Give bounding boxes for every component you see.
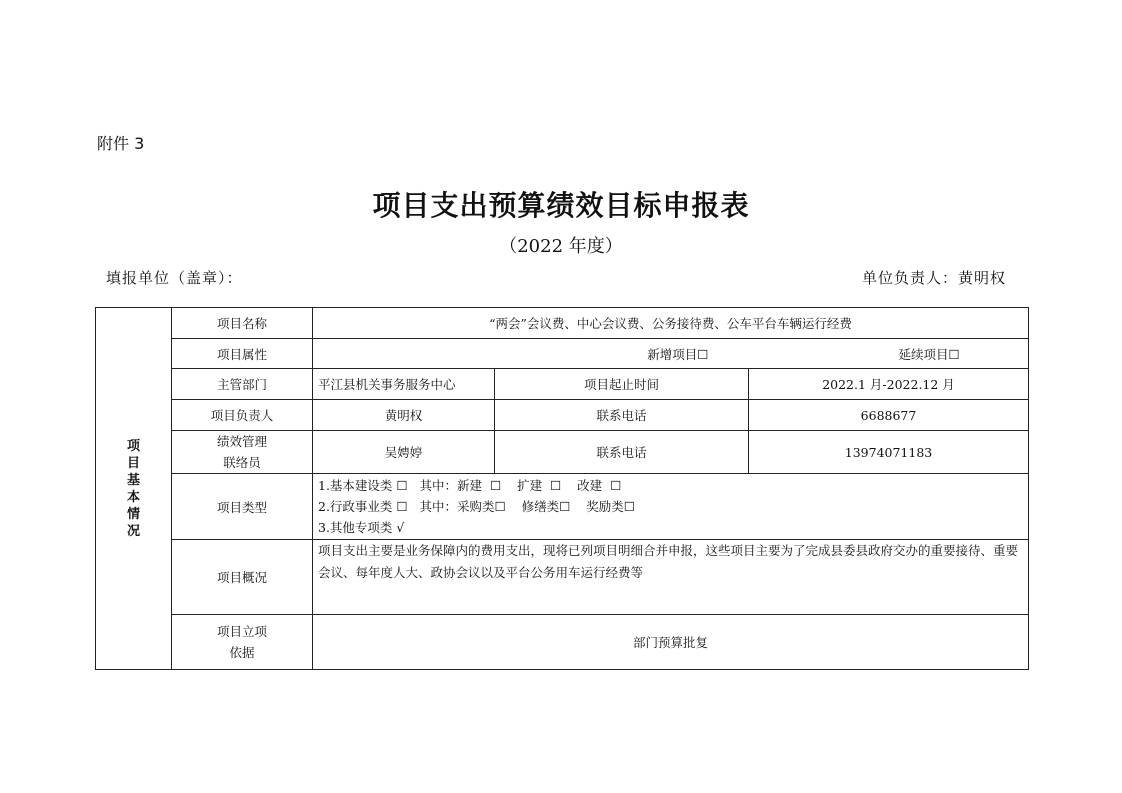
table-row xyxy=(96,615,1029,670)
perf-contact-label-cell xyxy=(172,431,313,474)
perf-phone-value: 13974071183 xyxy=(749,431,1029,474)
table-row xyxy=(96,540,1029,615)
project-attr-label: 项目属性 xyxy=(172,339,313,369)
overview-label: 项目概况 xyxy=(172,540,313,615)
attr-continue-cell xyxy=(749,339,1029,369)
period-label: 项目起止时间 xyxy=(495,369,749,400)
budget-form-table xyxy=(95,307,1029,670)
perf-contact-label-line-1: 绩效管理 xyxy=(216,434,267,449)
basis-label-cell xyxy=(172,615,313,670)
type-options-cell xyxy=(313,474,1029,540)
perf-contact-value: 吴娉婷 xyxy=(313,431,495,474)
dept-label: 主管部门 xyxy=(172,369,313,400)
project-name-label: 项目名称 xyxy=(172,308,313,339)
table-row xyxy=(96,400,1029,431)
phone-label: 联系电话 xyxy=(495,400,749,431)
table-row xyxy=(96,474,1029,540)
basis-value: 部门预算批复 xyxy=(313,615,1029,670)
phone-value: 6688677 xyxy=(749,400,1029,431)
type-option-line-2[interactable]: 2.行政事业类 ☐ 其中：采购类☐ 修缮类☐ 奖励类☐ xyxy=(318,499,635,514)
perf-phone-label: 联系电话 xyxy=(495,431,749,474)
section-label: 项目基本情况 xyxy=(126,438,140,539)
form-year: （2022 年度） xyxy=(499,236,623,257)
form-title: 项目支出预算绩效目标申报表 xyxy=(372,189,750,222)
unit-owner-label: 单位负责人：黄明权 xyxy=(861,269,1006,287)
project-name-value: “两会”会议费、中心会议费、公务接待费、公车平台车辆运行经费 xyxy=(313,308,1029,339)
perf-contact-label-line-2: 联络员 xyxy=(223,455,261,470)
type-option-line-3[interactable]: 3.其他专项类 √ xyxy=(318,520,405,535)
dept-value: 平江县机关事务服务中心 xyxy=(313,369,495,400)
table-row xyxy=(96,339,1029,369)
table-row xyxy=(96,308,1029,339)
owner-value: 黄明权 xyxy=(313,400,495,431)
table-row xyxy=(96,431,1029,474)
fill-unit-label: 填报单位（盖章）： xyxy=(106,269,243,287)
overview-value: 项目支出主要是业务保障内的费用支出，现将已列项目明细合并申报，这些项目主要为了完成县委县政府交办的重要接待、重要会议、每年度人大、政协会议以及平台公务用车运行经费等 xyxy=(313,540,1029,615)
attr-new-checkbox[interactable]: 新增项目☐ xyxy=(647,346,709,362)
table-row xyxy=(96,369,1029,400)
attr-continue-checkbox[interactable]: 延续项目☐ xyxy=(898,346,960,362)
section-label-cell xyxy=(96,308,172,670)
owner-label: 项目负责人 xyxy=(172,400,313,431)
basis-label-line-2: 依据 xyxy=(229,645,255,660)
type-label: 项目类型 xyxy=(172,474,313,540)
type-option-line-1[interactable]: 1.基本建设类 ☐ 其中：新建 ☐ 扩建 ☐ 改建 ☐ xyxy=(318,478,622,493)
attachment-label: 附件 3 xyxy=(97,134,145,153)
basis-label-line-1: 项目立项 xyxy=(216,624,267,639)
attr-new-cell xyxy=(313,339,749,369)
period-value: 2022.1 月-2022.12 月 xyxy=(749,369,1029,400)
